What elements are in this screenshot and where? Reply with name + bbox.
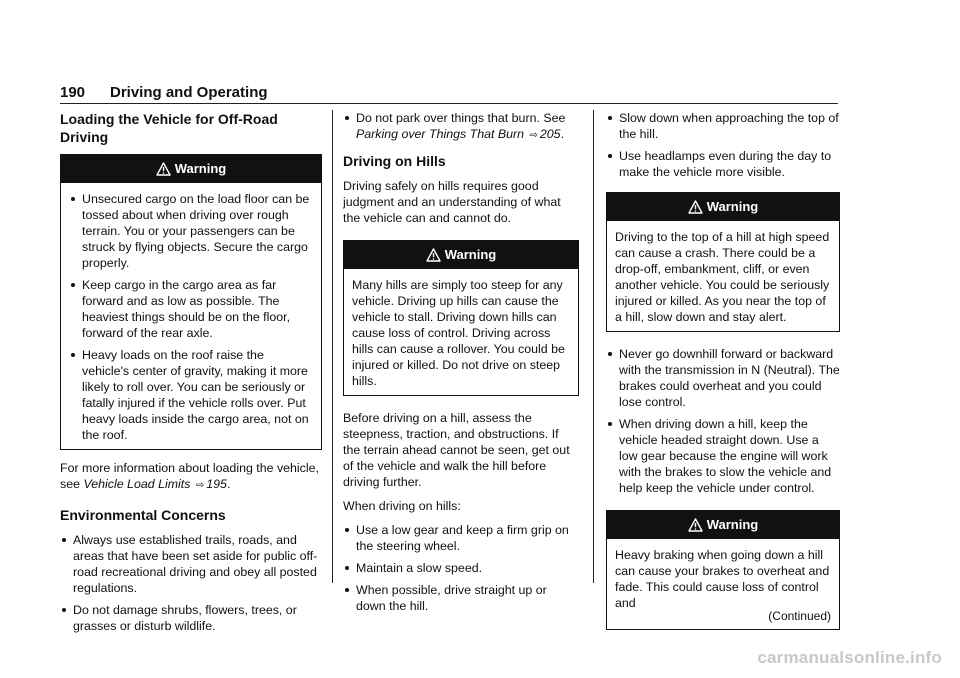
- column-2: [343, 110, 579, 622]
- warning-box-cargo: [60, 154, 322, 450]
- continued-label: (Continued): [768, 609, 831, 623]
- column-3: [606, 110, 840, 640]
- link-vehicle-load-limits[interactable]: Vehicle Load Limits: [83, 477, 191, 491]
- warning-header: [607, 511, 839, 539]
- header-rule: [60, 103, 838, 104]
- column-divider: [332, 110, 333, 583]
- warning-triangle-icon: [426, 248, 441, 262]
- column-1: [60, 110, 322, 642]
- list-item: Do not park over things that burn. See Parking over Things That Burn ⇨ 205.: [343, 110, 579, 144]
- hill-top-list: [606, 110, 840, 180]
- list-item: Never go downhill forward or backward with the transmission in N (Neutral). The brakes could overheat and you could lose control.: [606, 346, 840, 410]
- list-item: Keep cargo in the cargo area as far forward and as low as possible. The heaviest things should be on the floor, forward of the rear axle.: [69, 277, 313, 341]
- page-number: 190: [60, 84, 86, 101]
- list-item: Maintain a slow speed.: [343, 560, 579, 576]
- parking-list: [343, 110, 579, 144]
- downhill-list: [606, 346, 840, 496]
- link-parking-over-things[interactable]: Parking over Things That Burn: [356, 127, 525, 141]
- warning-triangle-icon: [156, 162, 171, 176]
- column-divider: [593, 110, 594, 583]
- paragraph: When driving on hills:: [343, 499, 461, 513]
- list-item: Use headlamps even during the day to make the vehicle more visible.: [606, 148, 840, 180]
- list-item: When driving down a hill, keep the vehicle headed straight down. Use a low gear because the engine will work with the brakes to slow the vehicle and help keep the vehicle under control.: [606, 416, 840, 496]
- list-item: When possible, drive straight up or down the hill.: [343, 582, 579, 614]
- list-item: Slow down when approaching the top of the hill.: [606, 110, 840, 142]
- paragraph: Before driving on a hill, assess the steepness, traction, and obstructions. If the terrain ahead cannot be seen, get out of the vehicle and walk the hill before driving further.: [343, 411, 570, 489]
- page-ref[interactable]: 195: [206, 477, 227, 491]
- page-ref-arrow-icon: ⇨: [195, 480, 205, 491]
- warning-box-steep-hills: [343, 240, 579, 396]
- warning-text: Heavy braking when going down a hill can cause your brakes to overheat and fade. This could cause loss of control and: [615, 548, 830, 610]
- list-item: Unsecured cargo on the load floor can be tossed about when driving over rough terrain. You or your passengers can be struck by flying objects. Secure the cargo properly.: [69, 191, 313, 271]
- warning-body: [61, 183, 321, 449]
- warning-header: [344, 241, 578, 269]
- warning-triangle-icon: [688, 200, 703, 214]
- warning-body: [607, 539, 839, 629]
- paragraph: Driving safely on hills requires good judgment and an understanding of what the vehicle can and cannot do.: [343, 179, 561, 225]
- heading-environmental: Environmental Concerns: [60, 507, 226, 523]
- heading-loading-offroad: Loading the Vehicle for Off-Road Driving: [60, 111, 278, 145]
- heading-driving-hills: Driving on Hills: [343, 153, 446, 169]
- list-item: Use a low gear and keep a firm grip on the steering wheel.: [343, 522, 579, 554]
- warning-list: [69, 191, 313, 443]
- warning-label: Warning: [444, 247, 497, 262]
- warning-label: Warning: [706, 199, 759, 214]
- warning-box-hill-top: [606, 192, 840, 332]
- warning-label: Warning: [174, 161, 227, 176]
- watermark: carmanualsonline.info: [757, 648, 942, 667]
- hills-list: [343, 522, 579, 614]
- page-header: [60, 82, 838, 106]
- section-title: Driving and Operating: [110, 84, 268, 101]
- environmental-list: [60, 532, 322, 634]
- warning-body: Driving to the top of a hill at high speed can cause a crash. There could be a drop-off, embankment, cliff, or even another vehicle. You could be seriously injured or killed. As you near the top of a hill, slow down and stay alert.: [615, 230, 830, 324]
- list-item: Always use established trails, roads, and areas that have been set aside for public off-road recreational driving and obey all posted regulations.: [60, 532, 322, 596]
- more-info-paragraph: For more information about loading the vehicle, see Vehicle Load Limits ⇨ 195.: [60, 461, 319, 491]
- warning-triangle-icon: [688, 518, 703, 532]
- warning-header: [61, 155, 321, 183]
- page-ref-arrow-icon: ⇨: [529, 130, 538, 141]
- page-ref[interactable]: 205: [539, 127, 561, 141]
- warning-label: Warning: [706, 517, 759, 532]
- warning-box-braking: [606, 510, 840, 630]
- list-item: Heavy loads on the roof raise the vehicle's center of gravity, making it more likely to roll over. You can be seriously or fatally injured if the vehicle rolls over. Put heavy loads inside the cargo area, not on the roof.: [69, 347, 313, 443]
- warning-header: [607, 193, 839, 221]
- warning-body: Many hills are simply too steep for any vehicle. Driving up hills can cause the vehicle to stall. Driving down hills can cause loss of control. Driving across hills can cause a rollover. You could be injured or killed. Do not drive on steep hills.: [352, 278, 565, 388]
- list-item: Do not damage shrubs, flowers, trees, or grasses or disturb wildlife.: [60, 602, 322, 634]
